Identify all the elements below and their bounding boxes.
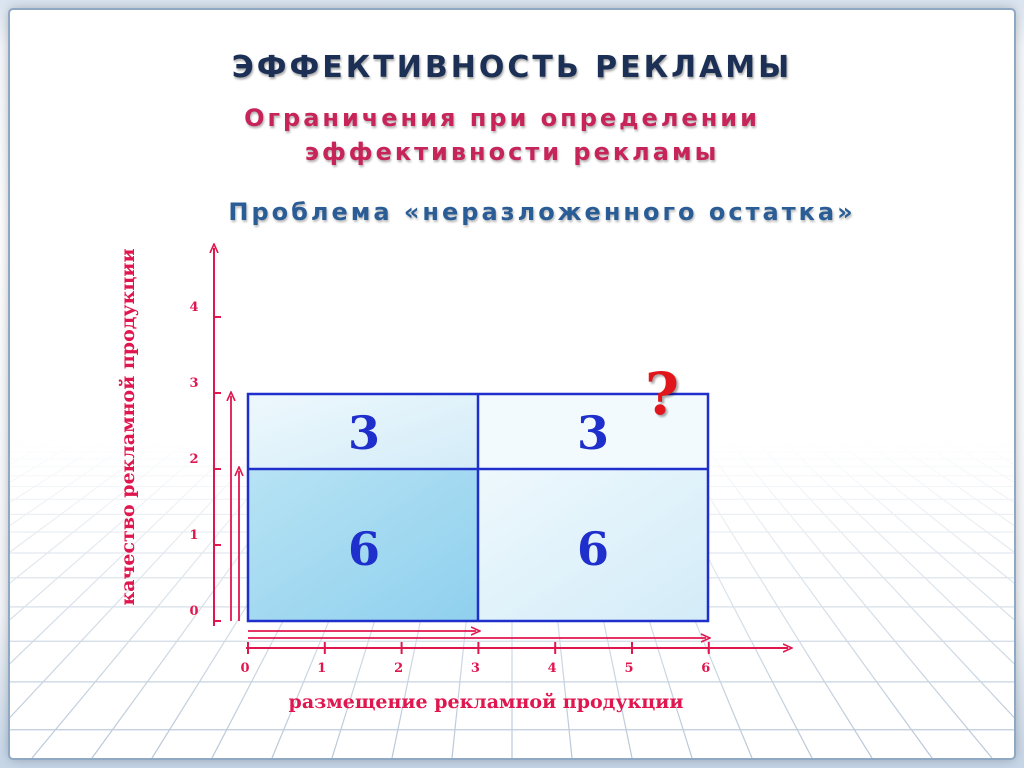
y-tick-label: 0 — [189, 604, 199, 619]
slide-title: ЭФФЕКТИВНОСТЬ РЕКЛАМЫ — [231, 50, 793, 85]
cell-bottom-left-value: 6 — [347, 522, 381, 576]
y-tick-label: 3 — [189, 376, 199, 391]
problem-title: Проблема «неразложенного остатка» — [228, 198, 856, 226]
cell-top-right-value: 3 — [576, 406, 610, 460]
y-axis-title: качество рекламной продукции — [117, 248, 139, 606]
x-tick-label: 6 — [701, 661, 711, 676]
x-tick-label: 0 — [240, 661, 250, 676]
subtitle-line-1: Ограничения при определении — [244, 104, 760, 132]
x-tick-label: 2 — [394, 661, 404, 676]
y-tick-label: 4 — [189, 300, 199, 315]
x-tick-label: 1 — [317, 661, 327, 676]
x-tick-label: 4 — [547, 661, 557, 676]
x-tick-label: 5 — [624, 661, 634, 676]
x-tick-label: 3 — [470, 661, 480, 676]
y-tick-label: 2 — [189, 452, 199, 467]
subtitle-line-2: эффективности рекламы — [304, 138, 720, 166]
cell-bottom-right-value: 6 — [576, 522, 610, 576]
x-axis-title: размещение рекламной продукции — [288, 691, 684, 713]
question-mark: ? — [645, 360, 679, 428]
cell-top-left-value: 3 — [347, 406, 381, 460]
y-tick-label: 1 — [189, 528, 199, 543]
y-axis-ticks — [189, 300, 221, 621]
